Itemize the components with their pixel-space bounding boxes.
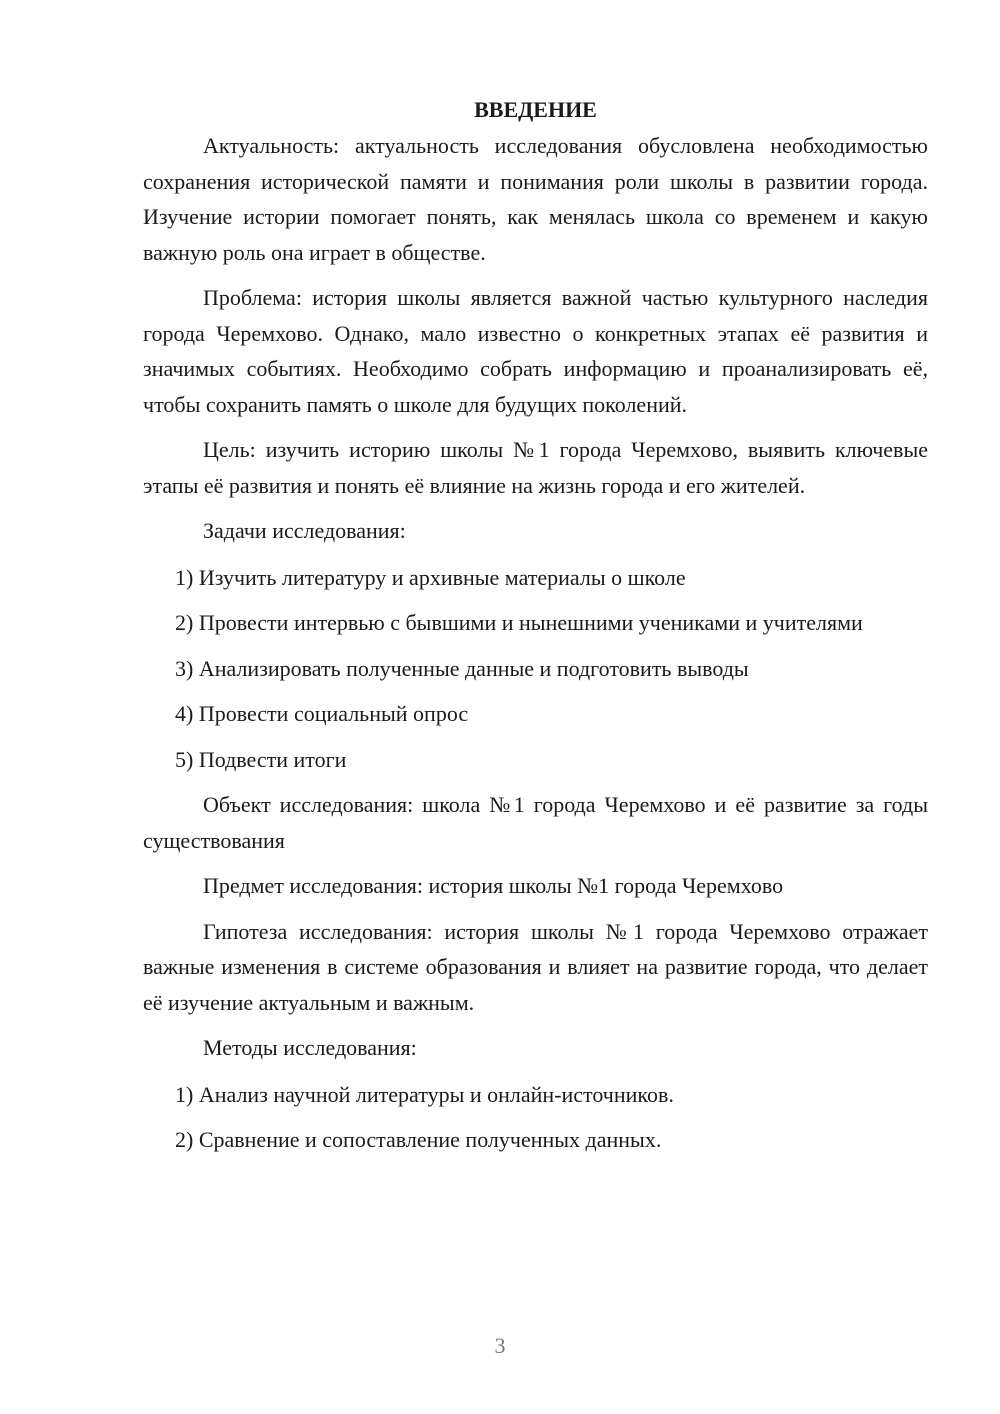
object-paragraph: Объект исследования: школа №1 города Черемхово и её развитие за годы существования [143,792,928,853]
subject-paragraph: Предмет исследования: история школы №1 города Черемхово [203,873,784,898]
goal-paragraph: Цель: изучить историю школы №1 города Черемхово, выявить ключевые этапы её развития и понять её влияние на жизнь города и его жителей. [143,437,928,498]
problem-paragraph: Проблема: история школы является важной частью культурного наследия города Черемхово. Однако, мало известно о конкретных этапах её развития и значимых событиях. Необходимо собрать информацию и проанализировать её, чтобы сохранить память о школе для будущих поколений. [143,285,928,417]
document-page [143,95,928,1168]
page-number: 3 [494,1333,506,1358]
methods-heading: Методы исследования: [203,1035,417,1060]
task-item-2: 2) Провести интервью с бывшими и нынешними учениками и учителями [175,610,863,635]
method-item-1: 1) Анализ научной литературы и онлайн-источников. [175,1081,674,1107]
relevance-paragraph: Актуальность: актуальность исследования обусловлена необходимостью сохранения исторической памяти и понимания роли школы в развитии города. Изучение истории помогает понять, как менялась школа со временем и какую важную роль она играет в обществе. [143,133,928,265]
page-title: ВВЕДЕНИЕ [474,97,597,122]
hypothesis-paragraph: Гипотеза исследования: история школы №1 города Черемхово отражает важные изменения в системе образования и влияет на развитие города, что делает её изучение актуальным и важным. [143,918,928,1015]
task-item-5: 5) Подвести итоги [175,746,347,772]
task-item-1: 1) Изучить литературу и архивные материалы о школе [175,564,686,590]
task-item-4: 4) Провести социальный опрос [175,701,469,726]
method-item-2: 2) Сравнение и сопоставление полученных данных. [175,1127,662,1152]
task-item-3: 3) Анализировать полученные данные и подготовить выводы [175,655,749,681]
tasks-heading: Задачи исследования: [203,518,406,543]
